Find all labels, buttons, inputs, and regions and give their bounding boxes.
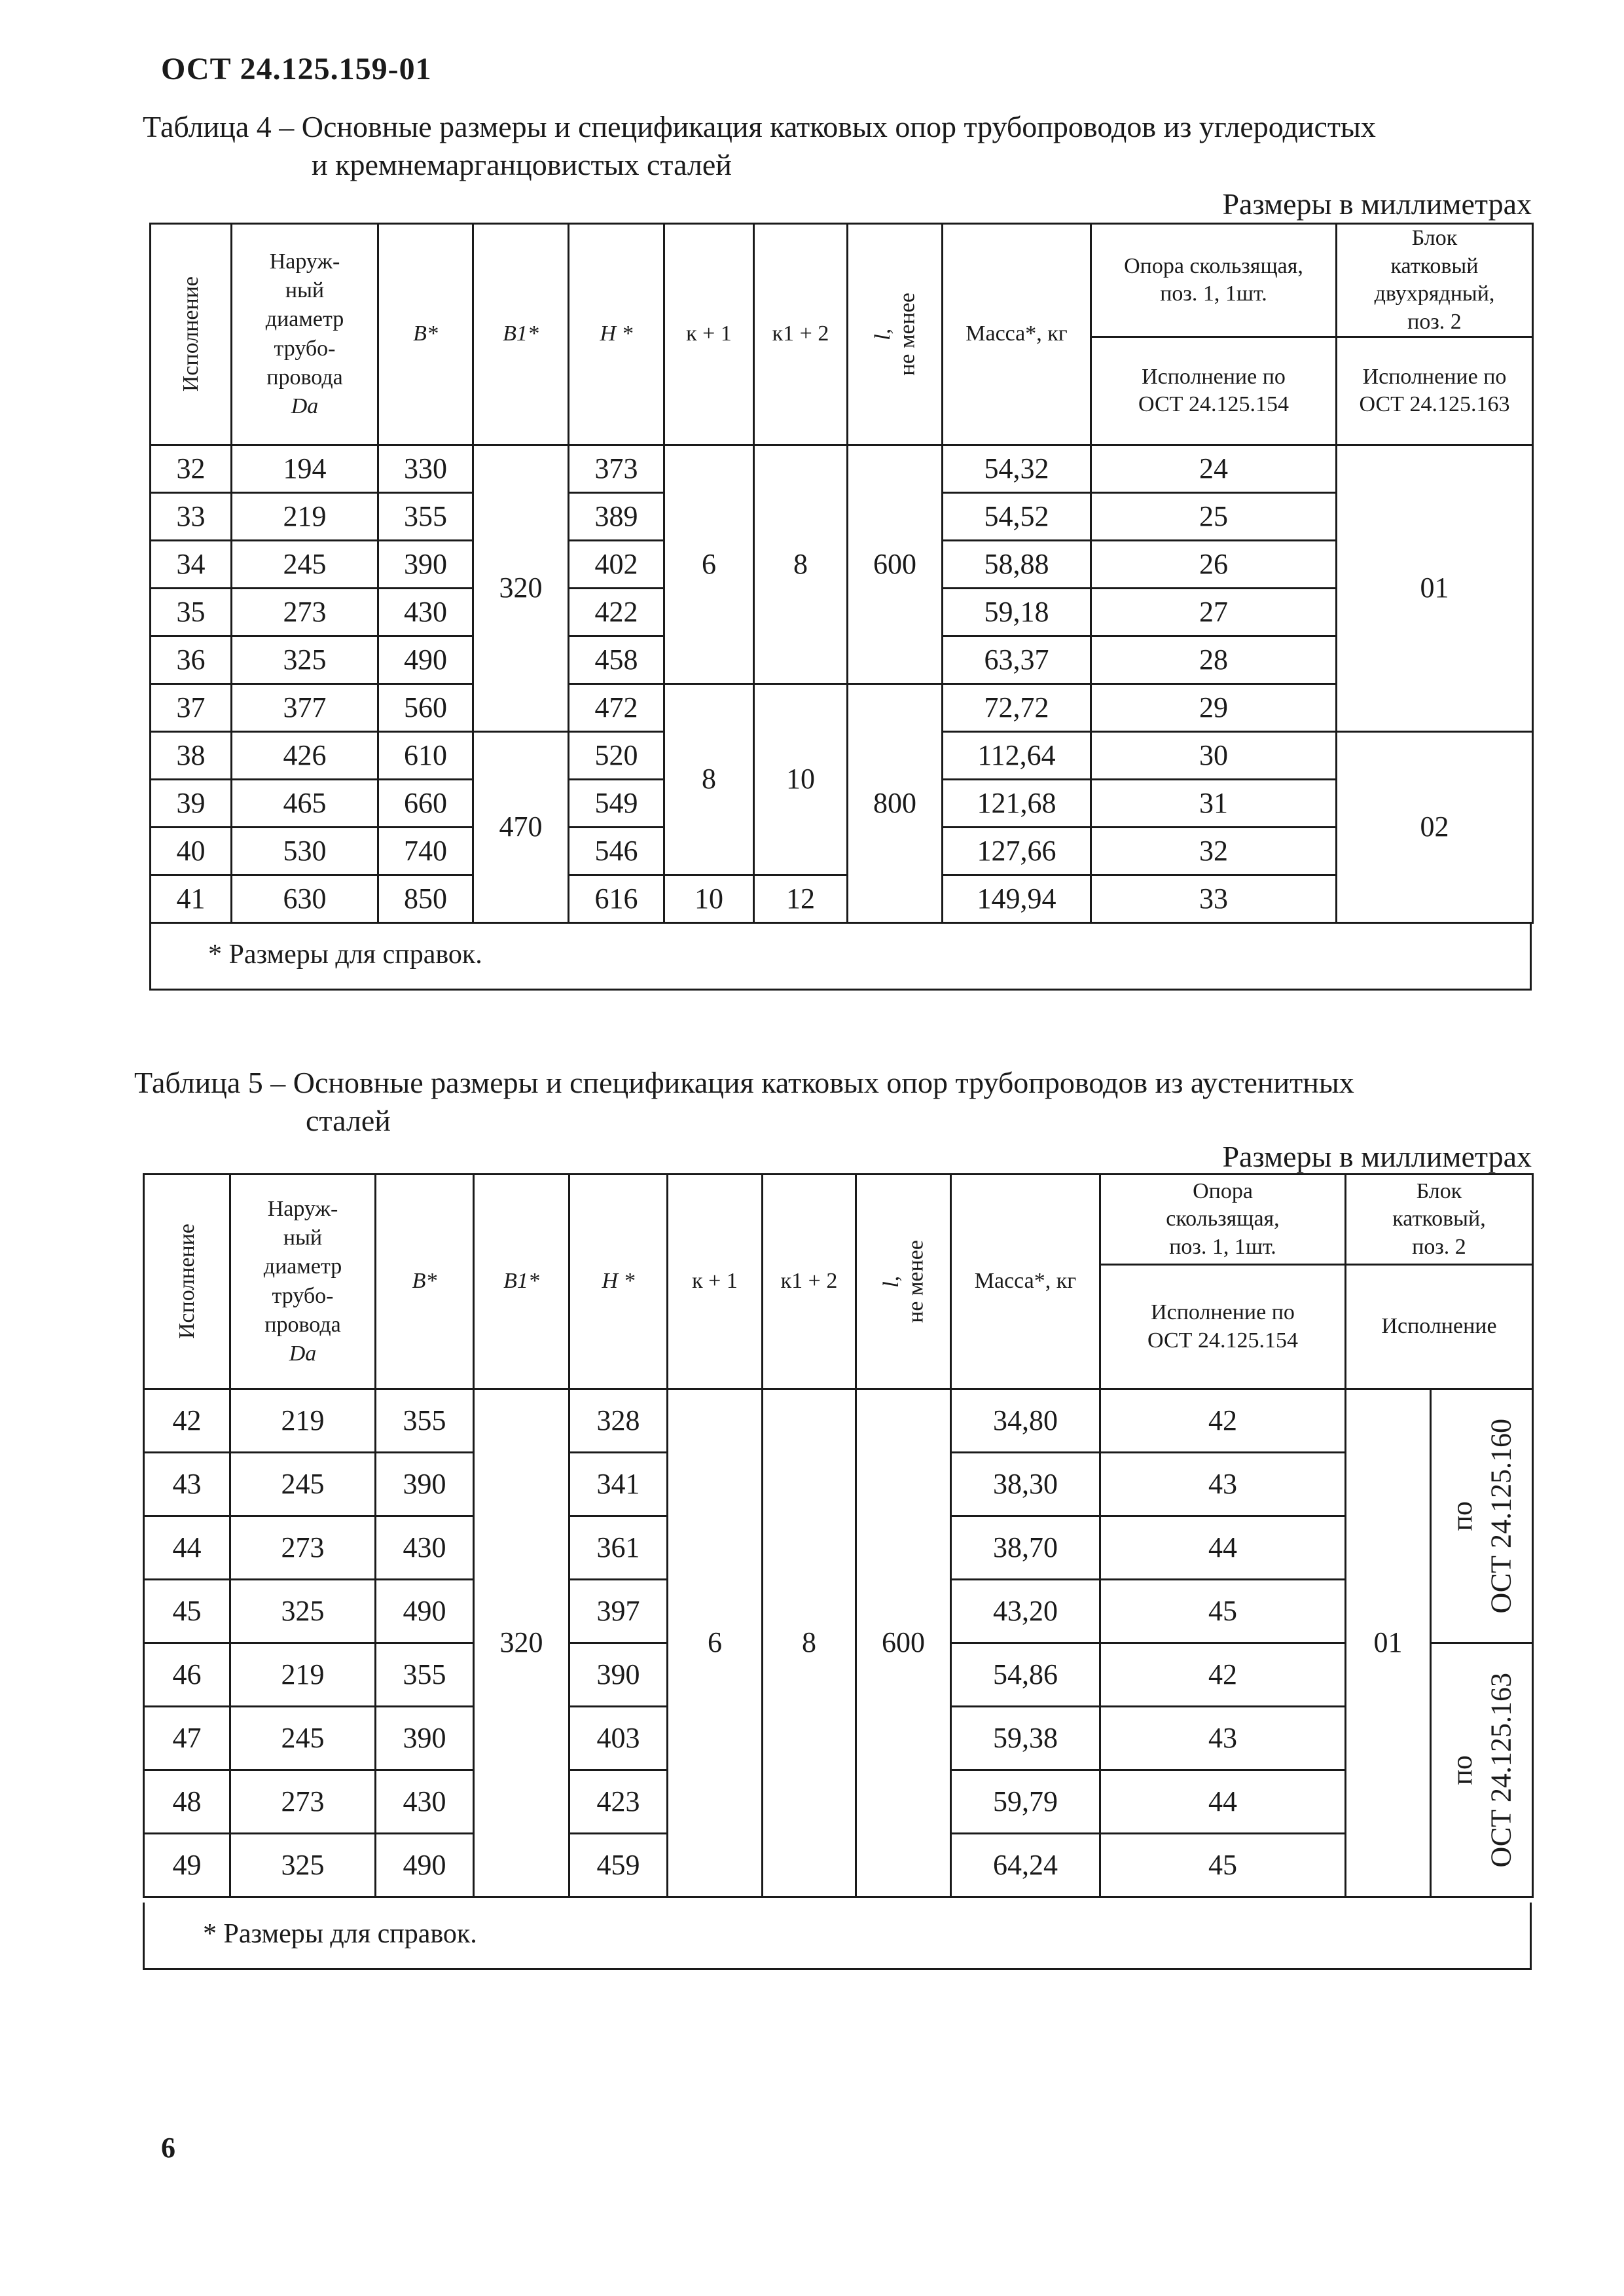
cell-isp: 40 [151, 828, 232, 875]
header-b: B* [378, 224, 473, 445]
cell-mass: 121,68 [943, 780, 1091, 828]
header-opora-isp: Исполнение по ОСТ 24.125.154 [1091, 337, 1337, 445]
table5-caption [134, 1064, 1354, 1140]
cell-b: 560 [378, 684, 473, 732]
header-outer-diameter: Наруж- ный диаметр трубо- провода Da [230, 1175, 376, 1389]
cell-mass: 64,24 [951, 1834, 1100, 1897]
cell-da: 325 [230, 1834, 376, 1897]
table4-caption [143, 108, 1376, 184]
cell-b1-merged: 470 [473, 732, 569, 923]
cell-b: 610 [378, 732, 473, 780]
cell-opora: 32 [1091, 828, 1337, 875]
cell-b: 390 [376, 1707, 474, 1770]
cell-h: 402 [569, 541, 664, 589]
header-b: B* [376, 1175, 474, 1389]
cell-mass: 54,86 [951, 1643, 1100, 1707]
cell-l-merged: 800 [848, 684, 943, 923]
cell-da: 245 [230, 1453, 376, 1516]
table5-caption-line2: сталей [306, 1104, 391, 1137]
cell-da: 530 [232, 828, 378, 875]
header-k12: к1 + 2 [754, 224, 848, 445]
cell-da: 273 [230, 1516, 376, 1580]
cell-da: 219 [232, 493, 378, 541]
header-ispolnenie: Исполнение [151, 224, 232, 445]
cell-isp: 43 [144, 1453, 230, 1516]
table-row [151, 684, 1533, 732]
cell-b: 490 [376, 1580, 474, 1643]
cell-mass: 38,70 [951, 1516, 1100, 1580]
cell-da: 630 [232, 875, 378, 923]
cell-opora: 33 [1091, 875, 1337, 923]
cell-h: 423 [569, 1770, 668, 1834]
cell-blok-ost-160: по ОСТ 24.125.160 [1431, 1389, 1533, 1643]
table-row [144, 1389, 1533, 1453]
cell-da: 219 [230, 1643, 376, 1707]
table4-footnote: * Размеры для справок. [208, 939, 482, 970]
cell-l-merged: 600 [856, 1389, 951, 1897]
cell-blok-merged: 01 [1346, 1389, 1431, 1897]
header-blok: Блок катковый, поз. 2 [1346, 1175, 1533, 1265]
cell-da: 325 [230, 1580, 376, 1643]
cell-k1-merged: 8 [664, 684, 754, 875]
cell-opora: 43 [1100, 1707, 1346, 1770]
cell-isp: 47 [144, 1707, 230, 1770]
header-blok-isp: Исполнение по ОСТ 24.125.163 [1337, 337, 1533, 445]
cell-b: 430 [378, 589, 473, 636]
table-row [151, 875, 1533, 923]
cell-l-merged: 600 [848, 445, 943, 684]
cell-k12-merged: 8 [754, 445, 848, 684]
cell-mass: 43,20 [951, 1580, 1100, 1643]
cell-isp: 36 [151, 636, 232, 684]
header-h: H * [569, 1175, 668, 1389]
header-mass: Масса*, кг [943, 224, 1091, 445]
cell-h: 546 [569, 828, 664, 875]
cell-h: 616 [569, 875, 664, 923]
header-k1: к + 1 [664, 224, 754, 445]
cell-b: 740 [378, 828, 473, 875]
cell-b: 330 [378, 445, 473, 493]
cell-da: 194 [232, 445, 378, 493]
cell-opora: 43 [1100, 1453, 1346, 1516]
cell-isp: 32 [151, 445, 232, 493]
cell-opora: 26 [1091, 541, 1337, 589]
header-l: l, не менее [848, 224, 943, 445]
cell-blok-merged: 01 [1337, 445, 1533, 732]
cell-h: 472 [569, 684, 664, 732]
header-l: l, не менее [856, 1175, 951, 1389]
cell-mass: 63,37 [943, 636, 1091, 684]
header-mass: Масса*, кг [951, 1175, 1100, 1389]
cell-isp: 38 [151, 732, 232, 780]
header-opora: Опора скользящая, поз. 1, 1шт. [1100, 1175, 1346, 1265]
cell-opora: 27 [1091, 589, 1337, 636]
cell-k1-merged: 6 [664, 445, 754, 684]
cell-b: 355 [378, 493, 473, 541]
header-b1: B1* [473, 224, 569, 445]
cell-mass: 34,80 [951, 1389, 1100, 1453]
cell-b: 430 [376, 1516, 474, 1580]
cell-isp: 42 [144, 1389, 230, 1453]
cell-mass: 149,94 [943, 875, 1091, 923]
cell-da: 377 [232, 684, 378, 732]
cell-mass: 127,66 [943, 828, 1091, 875]
cell-h: 328 [569, 1389, 668, 1453]
header-opora: Опора скользящая, поз. 1, 1шт. [1091, 224, 1337, 337]
cell-blok-ost-163: по ОСТ 24.125.163 [1431, 1643, 1533, 1897]
cell-b: 660 [378, 780, 473, 828]
cell-isp: 35 [151, 589, 232, 636]
cell-da: 426 [232, 732, 378, 780]
cell-b1-merged: 320 [473, 445, 569, 732]
cell-opora: 28 [1091, 636, 1337, 684]
cell-h: 549 [569, 780, 664, 828]
cell-mass: 59,79 [951, 1770, 1100, 1834]
cell-b1-merged: 320 [474, 1389, 569, 1897]
page-number: 6 [161, 2132, 175, 2164]
document-code: ОСТ 24.125.159-01 [161, 52, 432, 86]
cell-k12-merged: 10 [754, 684, 848, 875]
cell-opora: 42 [1100, 1643, 1346, 1707]
cell-isp: 37 [151, 684, 232, 732]
cell-mass: 54,52 [943, 493, 1091, 541]
cell-b: 355 [376, 1389, 474, 1453]
cell-h: 341 [569, 1453, 668, 1516]
cell-h: 373 [569, 445, 664, 493]
header-da-symbol: Da [291, 393, 319, 418]
cell-k12: 12 [754, 875, 848, 923]
cell-opora: 44 [1100, 1770, 1346, 1834]
table4-caption-line1: Таблица 4 – Основные размеры и спецификация катковых опор трубопроводов из углеродистых [143, 110, 1376, 143]
cell-b: 390 [376, 1453, 474, 1516]
cell-b: 355 [376, 1643, 474, 1707]
header-opora-isp: Исполнение по ОСТ 24.125.154 [1100, 1265, 1346, 1389]
cell-isp: 46 [144, 1643, 230, 1707]
table5 [143, 1173, 1534, 1898]
cell-isp: 39 [151, 780, 232, 828]
cell-h: 361 [569, 1516, 668, 1580]
cell-mass: 38,30 [951, 1453, 1100, 1516]
cell-h: 397 [569, 1580, 668, 1643]
cell-isp: 49 [144, 1834, 230, 1897]
header-blok: Блок катковый двухрядный, поз. 2 [1337, 224, 1533, 337]
cell-b: 390 [378, 541, 473, 589]
cell-opora: 45 [1100, 1834, 1346, 1897]
cell-k12-merged: 8 [763, 1389, 856, 1897]
table5-units: Размеры в миллиметрах [1222, 1140, 1532, 1173]
cell-h: 389 [569, 493, 664, 541]
cell-mass: 112,64 [943, 732, 1091, 780]
cell-mass: 59,38 [951, 1707, 1100, 1770]
table4-units: Размеры в миллиметрах [1222, 187, 1532, 221]
cell-k1: 10 [664, 875, 754, 923]
cell-da: 245 [232, 541, 378, 589]
cell-opora: 30 [1091, 732, 1337, 780]
cell-b: 850 [378, 875, 473, 923]
cell-h: 459 [569, 1834, 668, 1897]
cell-opora: 31 [1091, 780, 1337, 828]
cell-da: 219 [230, 1389, 376, 1453]
cell-isp: 48 [144, 1770, 230, 1834]
cell-b: 490 [376, 1834, 474, 1897]
header-h: H * [569, 224, 664, 445]
cell-blok-merged: 02 [1337, 732, 1533, 923]
cell-h: 458 [569, 636, 664, 684]
cell-opora: 29 [1091, 684, 1337, 732]
cell-b: 490 [378, 636, 473, 684]
table-row [151, 445, 1533, 493]
cell-da: 465 [232, 780, 378, 828]
cell-k1-merged: 6 [668, 1389, 763, 1897]
cell-opora: 44 [1100, 1516, 1346, 1580]
cell-da: 245 [230, 1707, 376, 1770]
table4-caption-line2: и кремнемарганцовистых сталей [312, 148, 732, 181]
cell-isp: 34 [151, 541, 232, 589]
cell-da: 273 [232, 589, 378, 636]
cell-opora: 25 [1091, 493, 1337, 541]
cell-da: 325 [232, 636, 378, 684]
header-b1: B1* [474, 1175, 569, 1389]
header-k1: к + 1 [668, 1175, 763, 1389]
header-da-symbol: Da [289, 1341, 317, 1366]
cell-opora: 45 [1100, 1580, 1346, 1643]
cell-mass: 72,72 [943, 684, 1091, 732]
cell-isp: 33 [151, 493, 232, 541]
cell-mass: 58,88 [943, 541, 1091, 589]
cell-h: 403 [569, 1707, 668, 1770]
table5-footnote: * Размеры для справок. [203, 1919, 477, 1949]
header-ispolnenie: Исполнение [144, 1175, 230, 1389]
cell-da: 273 [230, 1770, 376, 1834]
table5-caption-line1: Таблица 5 – Основные размеры и спецификация катковых опор трубопроводов из аустенитных [134, 1066, 1354, 1099]
table4 [149, 223, 1534, 924]
cell-h: 520 [569, 732, 664, 780]
header-blok-isp: Исполнение [1346, 1265, 1533, 1389]
header-k12: к1 + 2 [763, 1175, 856, 1389]
header-outer-diameter: Наруж- ный диаметр трубо- провода Da [232, 224, 378, 445]
cell-h: 422 [569, 589, 664, 636]
cell-mass: 59,18 [943, 589, 1091, 636]
cell-isp: 45 [144, 1580, 230, 1643]
cell-mass: 54,32 [943, 445, 1091, 493]
cell-opora: 42 [1100, 1389, 1346, 1453]
cell-b: 430 [376, 1770, 474, 1834]
cell-isp: 41 [151, 875, 232, 923]
cell-isp: 44 [144, 1516, 230, 1580]
cell-h: 390 [569, 1643, 668, 1707]
cell-opora: 24 [1091, 445, 1337, 493]
